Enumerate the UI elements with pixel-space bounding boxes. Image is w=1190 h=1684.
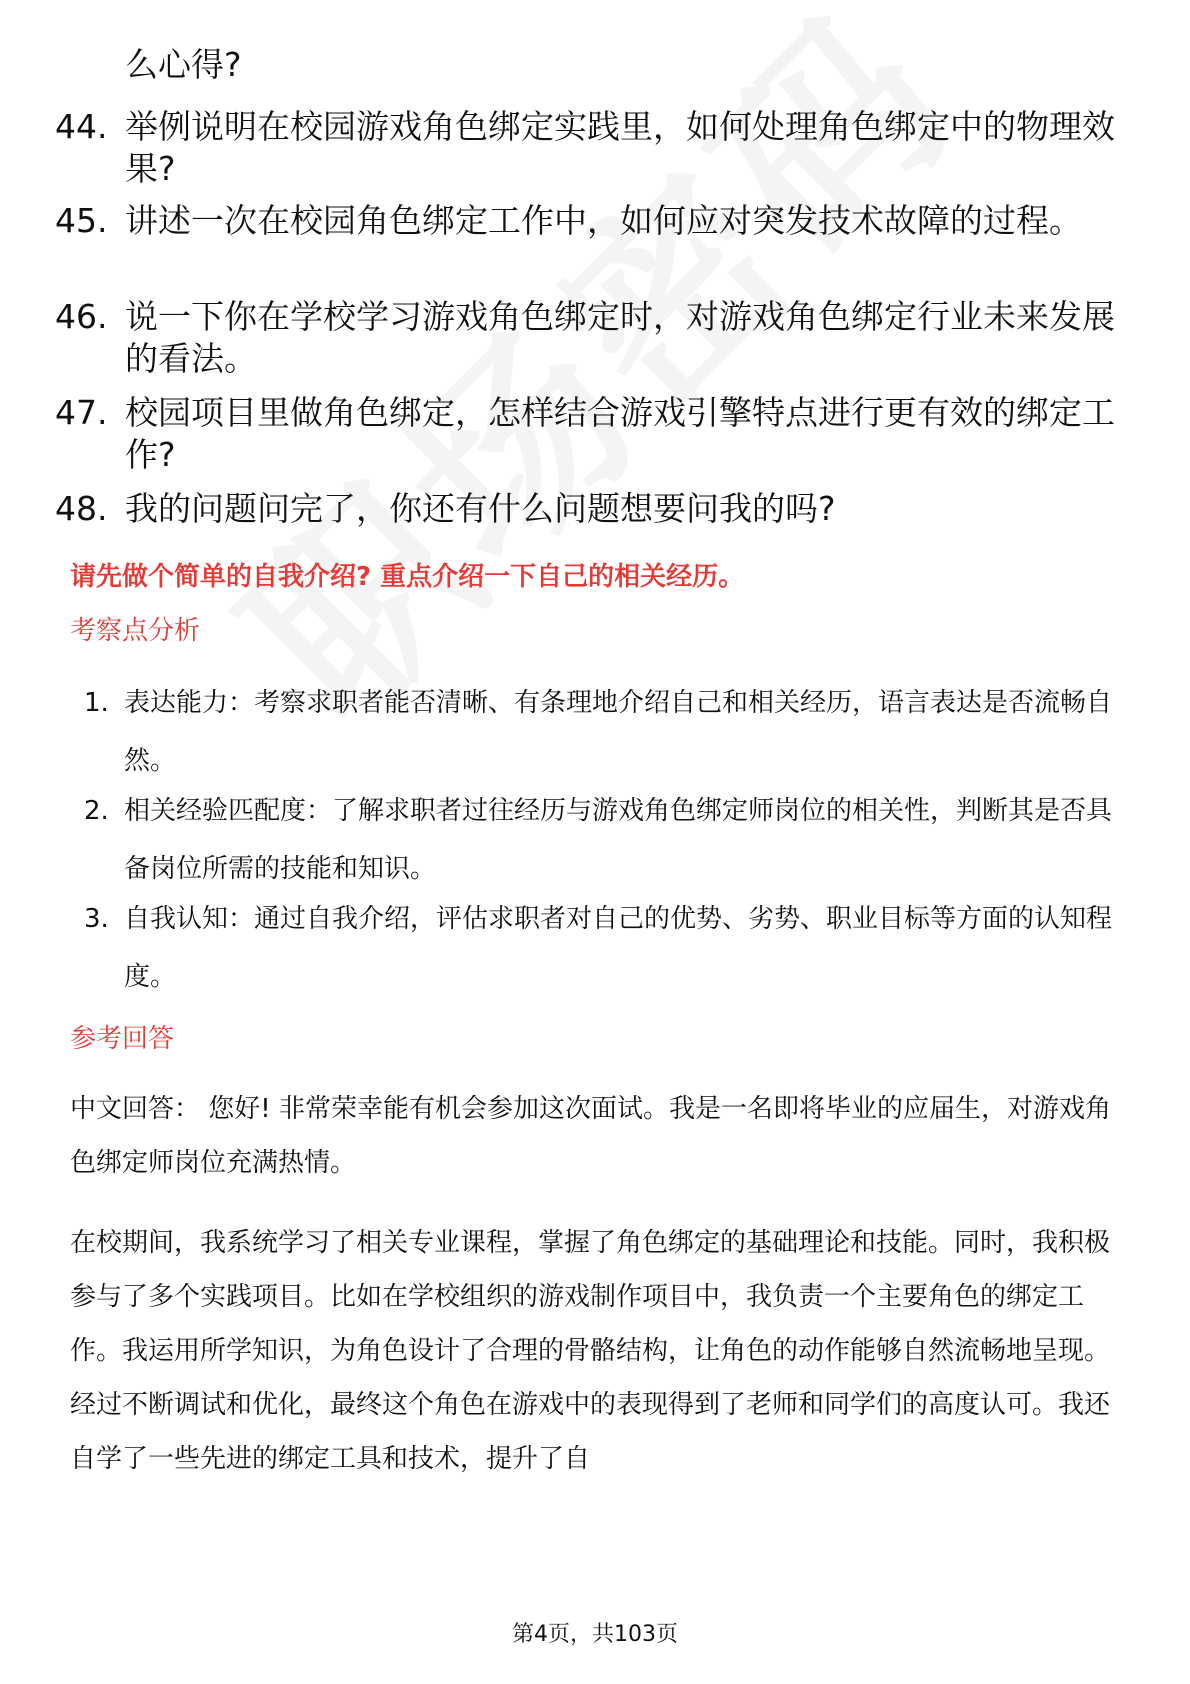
question-number: 47. — [55, 393, 108, 432]
question-item — [55, 296, 1135, 380]
interview-question-title: 请先做个简单的自我介绍? 重点介绍一下自己的相关经历。 — [70, 562, 745, 592]
question-continuation — [55, 44, 1135, 86]
analysis-item-number: 2. — [84, 796, 109, 826]
question-item — [55, 106, 1135, 190]
question-text: 我的问题问完了，你还有什么问题想要问我的吗? — [125, 489, 836, 528]
question-text: 举例说明在校园游戏角色绑定实践里，如何处理角色绑定中的物理效果? — [125, 107, 1115, 188]
analysis-item — [84, 890, 1114, 1006]
analysis-item-text: 相关经验匹配度：了解求职者过往经历与游戏角色绑定师岗位的相关性，判断其是否具备岗位所需的技能和知识。 — [124, 796, 1113, 884]
answer-paragraph: 中文回答： 您好! 非常荣幸能有机会参加这次面试。我是一名即将毕业的应届生，对游戏角色绑定师岗位充满热情。 — [70, 1094, 1111, 1178]
page-number-footer: 第4页，共103页 — [512, 1622, 678, 1647]
question-number: 45. — [55, 201, 108, 240]
question-number: 44. — [55, 107, 108, 146]
question-text: 校园项目里做角色绑定，怎样结合游戏引擎特点进行更有效的绑定工作? — [125, 393, 1115, 474]
question-item — [55, 392, 1135, 476]
analysis-item-number: 3. — [84, 904, 109, 934]
analysis-heading: 考察点分析 — [70, 616, 201, 646]
analysis-item — [84, 674, 1114, 790]
analysis-item — [84, 782, 1114, 898]
question-text: 讲述一次在校园角色绑定工作中，如何应对突发技术故障的过程。 — [125, 201, 1082, 240]
question-text: 么心得? — [125, 45, 242, 84]
question-number: 46. — [55, 297, 108, 336]
answer-paragraph: 在校期间，我系统学习了相关专业课程，掌握了角色绑定的基础理论和技能。同时，我积极参与了多个实践项目。比如在学校组织的游戏制作项目中，我负责一个主要角色的绑定工作。我运用所学知识，为角色设计了合理的骨骼结构，让角色的动作能够自然流畅地呈现。经过不断调试和优化，最终这个角色在游戏中的表现得到了老师和同学们的高度认可。我还自学了一些先进的绑定工具和技术，提升了自 — [70, 1228, 1111, 1474]
question-number: 48. — [55, 489, 108, 528]
analysis-item-text: 自我认知：通过自我介绍，评估求职者对自己的优势、劣势、职业目标等方面的认知程度。 — [124, 904, 1113, 992]
answer-heading: 参考回答 — [70, 1024, 175, 1054]
question-item — [55, 488, 1135, 530]
analysis-item-number: 1. — [84, 688, 109, 718]
analysis-item-text: 表达能力：考察求职者能否清晰、有条理地介绍自己和相关经历，语言表达是否流畅自然。 — [124, 688, 1113, 776]
question-text: 说一下你在学校学习游戏角色绑定时，对游戏角色绑定行业未来发展的看法。 — [125, 297, 1115, 378]
question-item — [55, 200, 1135, 242]
